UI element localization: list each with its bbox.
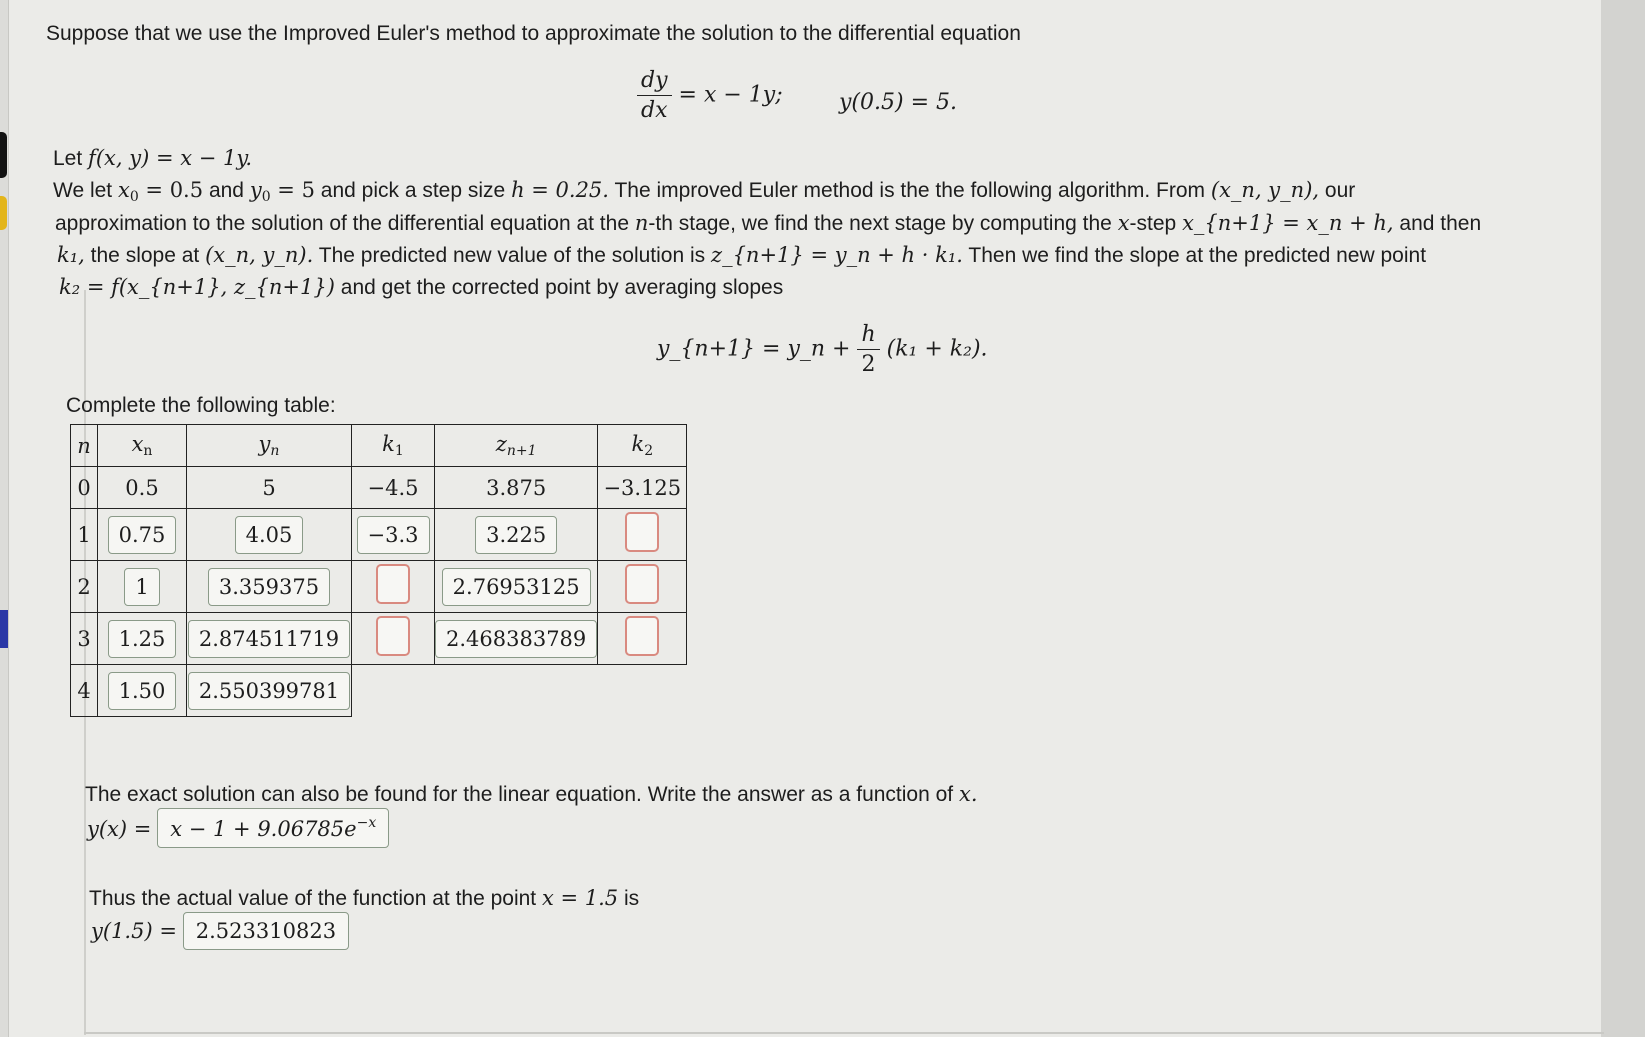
row1-n: 1: [71, 509, 98, 561]
actual-answer-line: [91, 912, 349, 950]
row4-blank-1: [352, 665, 435, 717]
def-l3-d: Then we find the slope at the predicted new point: [968, 244, 1427, 267]
row1-x-cell: [98, 509, 187, 561]
row3-x-cell: [98, 613, 187, 665]
def-z: z_{n+1} = y_n + h · k₁.: [711, 243, 963, 267]
row3-y-cell: [187, 613, 352, 665]
y0-var: y: [249, 178, 262, 202]
y0-symbol: $y_0$: [249, 178, 271, 205]
actual-label: y(1.5) =: [91, 919, 177, 943]
edge-marker-black: [0, 132, 7, 178]
header-k2: $k_2$: [598, 425, 687, 467]
def-l2-c: -step: [1129, 212, 1177, 235]
row4-x-cell: [98, 665, 187, 717]
header-xn: $x_n$: [98, 425, 187, 467]
row2-n: 2: [71, 561, 98, 613]
row2-k2-cell: [598, 561, 687, 613]
let-expr: f(x, y) = x − 1y.: [88, 146, 253, 170]
exact-prompt-var: x.: [958, 782, 978, 806]
row4-blank-3: [598, 665, 687, 717]
right-margin: [1598, 0, 1645, 1037]
ode-derivative: [637, 68, 672, 123]
def-l1-d: our: [1324, 179, 1356, 202]
y0-value: = 5: [270, 178, 315, 202]
row2-x-input[interactable]: 1: [124, 568, 159, 606]
def-k2: k₂ = f(x_{n+1}, z_{n+1}): [59, 275, 335, 299]
def-line-4: [59, 275, 783, 300]
def-line-3: [57, 243, 1426, 268]
intro-text: Suppose that we use the Improved Euler's method to approximate the solution to the differential equation: [46, 22, 1021, 45]
header-k1: $k_1$: [352, 425, 435, 467]
euler-table: [70, 424, 687, 717]
def-k1: k₁,: [57, 243, 85, 267]
row1-y-input[interactable]: 4.05: [235, 516, 304, 554]
let-line: [53, 146, 252, 171]
table-header-row: [71, 425, 687, 467]
row2-k1-input[interactable]: [376, 564, 410, 604]
row3-y-input[interactable]: 2.874511719: [188, 620, 350, 658]
update-rest: (k₁ + k₂).: [886, 336, 988, 362]
row3-z-cell: [435, 613, 598, 665]
h-expr: h = 0.25.: [511, 178, 609, 202]
row0-y: 5: [187, 467, 352, 509]
def-line-1: [53, 178, 1355, 205]
def-l4-b: and get the corrected point by averaging slopes: [340, 276, 784, 299]
table-row: [71, 509, 687, 561]
def-n: n: [634, 211, 649, 235]
table-row: [71, 613, 687, 665]
def-l3-b: the slope at: [90, 244, 200, 267]
actual-prompt-expr: x = 1.5: [541, 886, 619, 910]
update-num: h: [857, 322, 879, 350]
ode-den: dx: [641, 98, 668, 123]
row3-n: 3: [71, 613, 98, 665]
row1-z-cell: [435, 509, 598, 561]
def-l3-c: The predicted new value of the solution is: [318, 244, 706, 267]
actual-prompt: [89, 886, 639, 911]
def-and: and: [208, 179, 244, 202]
row1-k2-cell: [598, 509, 687, 561]
row3-z-input[interactable]: 2.468383789: [435, 620, 597, 658]
row4-x-input[interactable]: 1.50: [108, 672, 177, 710]
def-l2-d: and then: [1399, 212, 1482, 235]
def-x: x: [1117, 211, 1130, 235]
x0-var: x: [117, 178, 130, 202]
row0-k1: −4.5: [352, 467, 435, 509]
ode-initial: y(0.5) = 5.: [839, 90, 957, 115]
row1-k1-input[interactable]: −3.3: [357, 516, 430, 554]
row2-k1-cell: [352, 561, 435, 613]
row1-x-input[interactable]: 0.75: [108, 516, 177, 554]
def-l1-b: and pick a step size: [320, 179, 506, 202]
update-lhs: y_{n+1} = y_n +: [657, 336, 851, 362]
update-formula: [657, 322, 988, 377]
page-bottom-rule: [84, 1032, 1604, 1034]
x0-symbol: $x_0$: [117, 178, 139, 205]
row4-blank-2: [435, 665, 598, 717]
row3-k1-input[interactable]: [376, 616, 410, 656]
row2-y-cell: [187, 561, 352, 613]
def-l1-a: We let: [53, 179, 113, 202]
x0-value: = 0.5: [138, 178, 204, 202]
exact-answer-line: [87, 808, 389, 848]
table-row: [71, 561, 687, 613]
row3-k2-cell: [598, 613, 687, 665]
edge-marker-yellow: [0, 196, 7, 230]
header-yn: $y_n$: [187, 425, 352, 467]
def-l3-pair: (x_n, y_n).: [205, 243, 314, 267]
row3-k2-input[interactable]: [625, 616, 659, 656]
row0-z: 3.875: [435, 467, 598, 509]
exact-prompt: [85, 782, 978, 807]
update-frac: [857, 322, 879, 377]
row1-y-cell: [187, 509, 352, 561]
table-prompt: Complete the following table:: [66, 394, 336, 417]
def-l2-a: approximation to the solution of the differential equation at the: [55, 212, 630, 235]
def-line-2: [55, 211, 1481, 236]
exact-answer-input[interactable]: [157, 808, 389, 848]
question-page: [8, 0, 1601, 1037]
row2-y-input[interactable]: 3.359375: [208, 568, 330, 606]
actual-prompt-end: is: [624, 887, 640, 910]
exact-answer-exp: −x: [356, 815, 377, 831]
row0-k2: −3.125: [598, 467, 687, 509]
row2-x-cell: [98, 561, 187, 613]
header-n: [71, 425, 98, 467]
row1-k2-input[interactable]: [625, 512, 659, 552]
row4-n: 4: [71, 665, 98, 717]
row0-n: 0: [71, 467, 98, 509]
header-z: $z_{n+1}$: [435, 425, 598, 467]
row0-x: 0.5: [98, 467, 187, 509]
row3-k1-cell: [352, 613, 435, 665]
row4-y-cell: [187, 665, 352, 717]
ode-rhs: = x − 1y;: [678, 82, 783, 108]
ode-equation: [637, 68, 783, 123]
actual-answer-input[interactable]: 2.523310823: [183, 912, 349, 950]
update-den: 2: [861, 352, 876, 377]
def-pair: (x_n, y_n),: [1210, 178, 1320, 202]
let-prefix: Let: [53, 147, 83, 170]
row3-x-input[interactable]: 1.25: [108, 620, 177, 658]
def-l1-c: The improved Euler method is the the following algorithm. From: [614, 179, 1206, 202]
row2-z-cell: [435, 561, 598, 613]
exact-answer-value: x − 1 + 9.06785e: [170, 817, 357, 841]
exact-label: y(x) =: [87, 817, 152, 841]
actual-prompt-text: Thus the actual value of the function at the point: [89, 887, 537, 910]
exact-prompt-text: The exact solution can also be found for the linear equation. Write the answer as a function of: [85, 783, 954, 806]
row1-z-input[interactable]: 3.225: [475, 516, 557, 554]
header-n-label: n: [77, 433, 91, 458]
ode-num: dy: [637, 68, 672, 96]
table-row: [71, 665, 687, 717]
row4-y-input[interactable]: 2.550399781: [188, 672, 350, 710]
def-xstep: x_{n+1} = x_n + h,: [1182, 211, 1394, 235]
table-row: [71, 467, 687, 509]
row2-z-input[interactable]: 2.76953125: [442, 568, 591, 606]
def-l2-b: -th stage, we find the next stage by computing the: [648, 212, 1112, 235]
row2-k2-input[interactable]: [625, 564, 659, 604]
row1-k1-cell: [352, 509, 435, 561]
